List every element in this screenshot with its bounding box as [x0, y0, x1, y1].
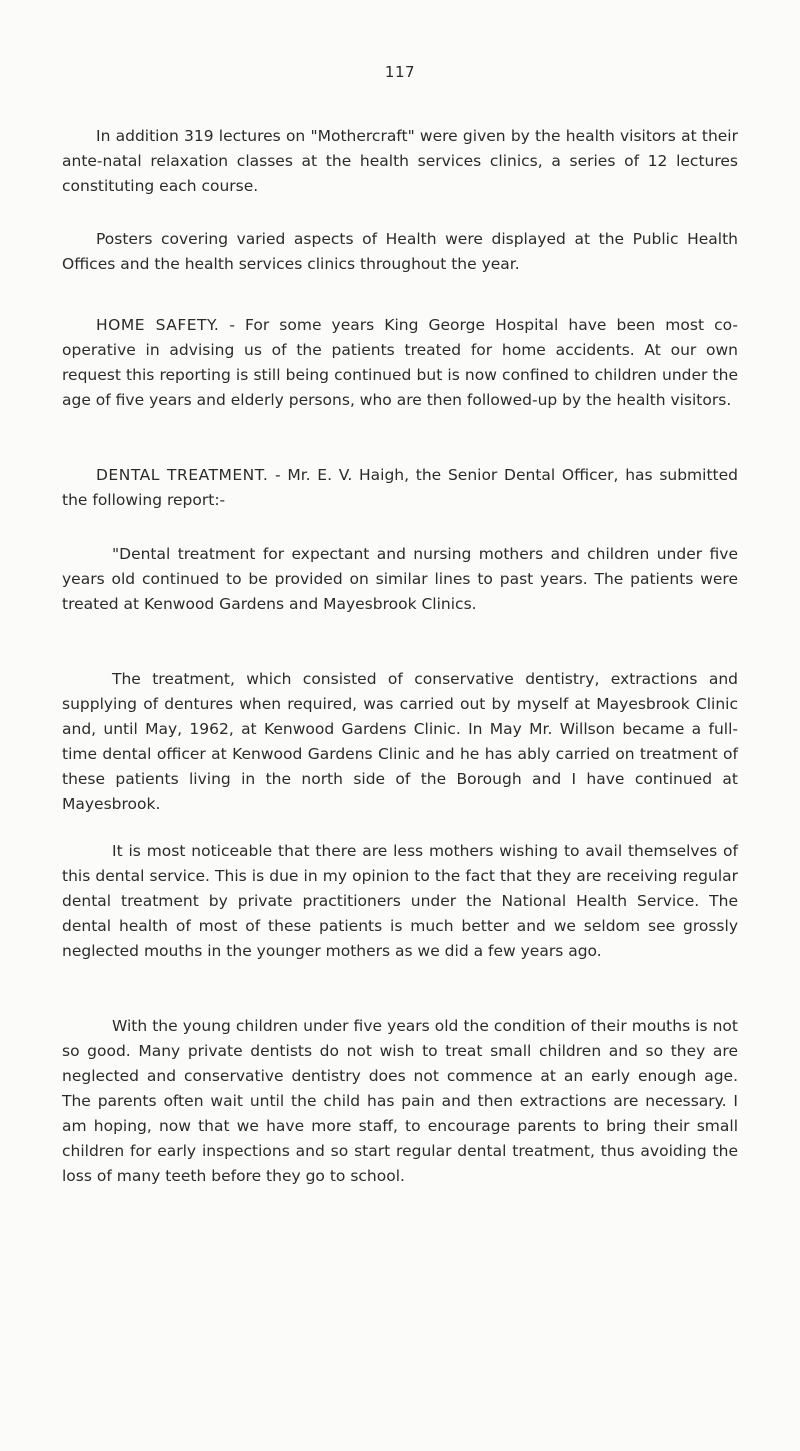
- dental-treatment-heading: DENTAL TREATMENT.: [96, 466, 269, 484]
- page-number: 117: [384, 63, 416, 81]
- paragraph-dental-quote: "Dental treatment for expectant and nursing mothers and children under five years old continued to be provided on similar lines to past years. The patients were treated at Kenwood Gardens and Mayesbrook Clinics.: [62, 545, 738, 613]
- paragraph-posters: Posters covering varied aspects of Health were displayed at the Public Health Offices and the health services clinics throughout the year.: [62, 230, 738, 273]
- paragraph-mothercraft: In addition 319 lectures on "Mothercraft" were given by the health visitors at their ante-natal relaxation classes at the health services clinics, a series of 12 lectures constituting each course.: [62, 127, 738, 195]
- paragraph-young-children: With the young children under five years old the condition of their mouths is not so good. Many private dentists do not wish to treat small children and so they are neglected and conservative dentistry does not commence at an early enough age. The parents often wait until the child has pain and then extractions are necessary. I am hoping, now that we have more staff, to encourage parents to bring their small children for early inspections and so start regular dental treatment, thus avoiding the loss of many teeth before they go to school.: [62, 1017, 738, 1185]
- paragraph-home-safety: [62, 313, 738, 413]
- paragraph-treatment: The treatment, which consisted of conservative dentistry, extractions and supplying of dentures when required, was carried out by myself at Mayesbrook Clinic and, until May, 1962, at Kenwood Gardens Clinic. In May Mr. Willson became a full-time dental officer at Kenwood Gardens Clinic and he has ably carried on treatment of these patients living in the north side of the Borough and I have continued at Mayesbrook.: [62, 670, 738, 813]
- dental-treatment-intro: - Mr. E. V. Haigh, the Senior Dental Officer, has submitted the following report:-: [62, 466, 738, 509]
- paragraph-dental-treatment: [62, 463, 738, 513]
- paragraph-noticeable: It is most noticeable that there are less mothers wishing to avail themselves of this dental service. This is due in my opinion to the fact that they are receiving regular dental treatment by private practitioners under the National Health Service. The dental health of most of these patients is much better and we seldom see grossly neglected mouths in the younger mothers as we did a few years ago.: [62, 842, 738, 960]
- home-safety-heading: HOME SAFETY.: [96, 316, 220, 334]
- home-safety-body: - For some years King George Hospital have been most co-operative in advising us of the patients treated for home accidents. At our own request this reporting is still being continued but is now confined to children under the age of five years and elderly persons, who are then followed-up by the health visitors.: [62, 316, 738, 409]
